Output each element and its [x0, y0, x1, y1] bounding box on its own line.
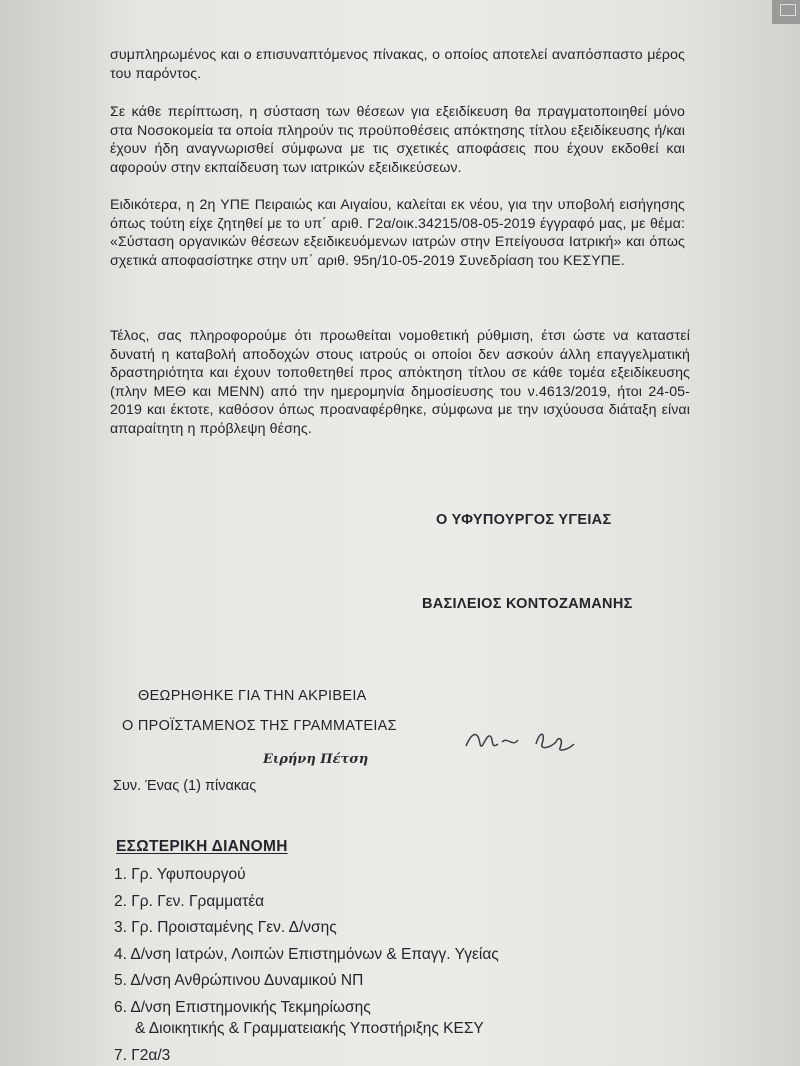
distribution-item: 6. Δ/νση Επιστημονικής Τεκμηρίωσης — [114, 998, 371, 1016]
paragraph-1 — [110, 46, 685, 83]
paragraph-2-text: Σε κάθε περίπτωση, η σύσταση των θέσεων για εξειδίκευση θα πραγματοποιηθεί μόνο στα Νοσοκομεία τα οποία πληρούν τις προϋποθέσεις απόκτησης τίτλου εξειδίκευσης ή/και έχουν ήδη αναγνωρισθεί σύμφωνα με τις σχετικές αποφάσεις που έχουν εκδοθεί και αφορούν στην εκπαίδευση των ιατρικών εξειδικεύσεων. — [110, 104, 685, 176]
paragraph-3 — [110, 196, 685, 270]
distribution-item: 3. Γρ. Προισταμένης Γεν. Δ/νσης — [114, 919, 337, 936]
paragraph-4 — [110, 327, 690, 439]
distribution-item: 7. Γ2α/3 — [114, 1046, 171, 1064]
paragraph-4-text: Τέλος, σας πληροφορούμε ότι προωθείται νομοθετική ρύθμιση, έτσι ώστε να καταστεί δυνατή η καταβολή αποδοχών στους ιατρούς οι οποίοι δεν ασκούν άλλη επαγγελματική δραστηριότητα και έχουν τοποθετηθεί προς απόκτηση τίτλου σε κάθε τομέα εξειδίκευσης (πλην ΜΕΘ και ΜΕΝΝ) από την ημερομηνία δημοσίευσης του ν.4613/2019, ήτοι 24-05-2019 και έκτοτε, καθόσον όπως προαναφέρθηκε, σύμφωνα με την ισχύουσα διάταξη είναι απαραίτητη η πρόβλεψη θέσης. — [110, 328, 690, 437]
page-corner — [772, 0, 800, 24]
certified-line-1: ΘΕΩΡΗΘΗΚΕ ΓΙΑ ΤΗΝ ΑΚΡΙΒΕΙΑ — [138, 688, 367, 704]
certified-line-2: Ο ΠΡΟΪΣΤΑΜΕΝΟΣ ΤΗΣ ΓΡΑΜΜΑΤΕΙΑΣ — [122, 718, 397, 734]
signatory-title: Ο ΥΦΥΠΟΥΡΓΟΣ ΥΓΕΙΑΣ — [436, 512, 612, 528]
distribution-item: 2. Γρ. Γεν. Γραμματέα — [114, 892, 265, 910]
paragraph-3-text: Ειδικότερα, η 2η ΥΠΕ Πειραιώς και Αιγαίου, καλείται εκ νέου, για την υποβολή εισήγησης όπως τούτη είχε ζητηθεί με το υπ΄ αριθ. Γ2α/οικ.34215/08-05-2019 έγγραφό μας, με θέμα: «Σύσταση οργανικών θέσεων εξειδικευόμενων ιατρών στην Επείγουσα Ιατρική» και όπως σχετικά αποφασίστηκε στην υπ΄ αριθ. 95η/10-05-2019 Συνεδρίαση του ΚΕΣΥΠΕ. — [110, 197, 685, 269]
attachment-note: Συν. Ένας (1) πίνακας — [113, 778, 257, 794]
distribution-item: 1. Γρ. Υφυπουργού — [114, 866, 246, 883]
paragraph-1-text: συμπληρωμένος και ο επισυναπτόμενος πίνακας, ο οποίος αποτελεί αναπόσπαστο μέρος του παρόντος. — [110, 47, 685, 82]
corner-mark-icon — [780, 4, 796, 16]
distribution-item: 4. Δ/νση Ιατρών, Λοιπών Επιστημόνων & Επαγγ. Υγείας — [114, 945, 499, 963]
paragraph-2 — [110, 103, 685, 177]
distribution-item: 5. Δ/νση Ανθρώπινου Δυναμικού ΝΠ — [114, 972, 364, 989]
stamp-name: Ειρήνη Πέτση — [263, 752, 369, 767]
handwritten-signature — [460, 722, 580, 762]
distribution-list — [114, 866, 499, 1066]
distribution-item: & Διοικητικής & Γραμματειακής Υποστήριξης ΚΕΣΥ — [135, 1020, 484, 1037]
distribution-title: ΕΣΩΤΕΡΙΚΗ ΔΙΑΝΟΜΗ — [116, 838, 288, 855]
signatory-name: ΒΑΣΙΛΕΙΟΣ ΚΟΝΤΟΖΑΜΑΝΗΣ — [422, 596, 633, 612]
